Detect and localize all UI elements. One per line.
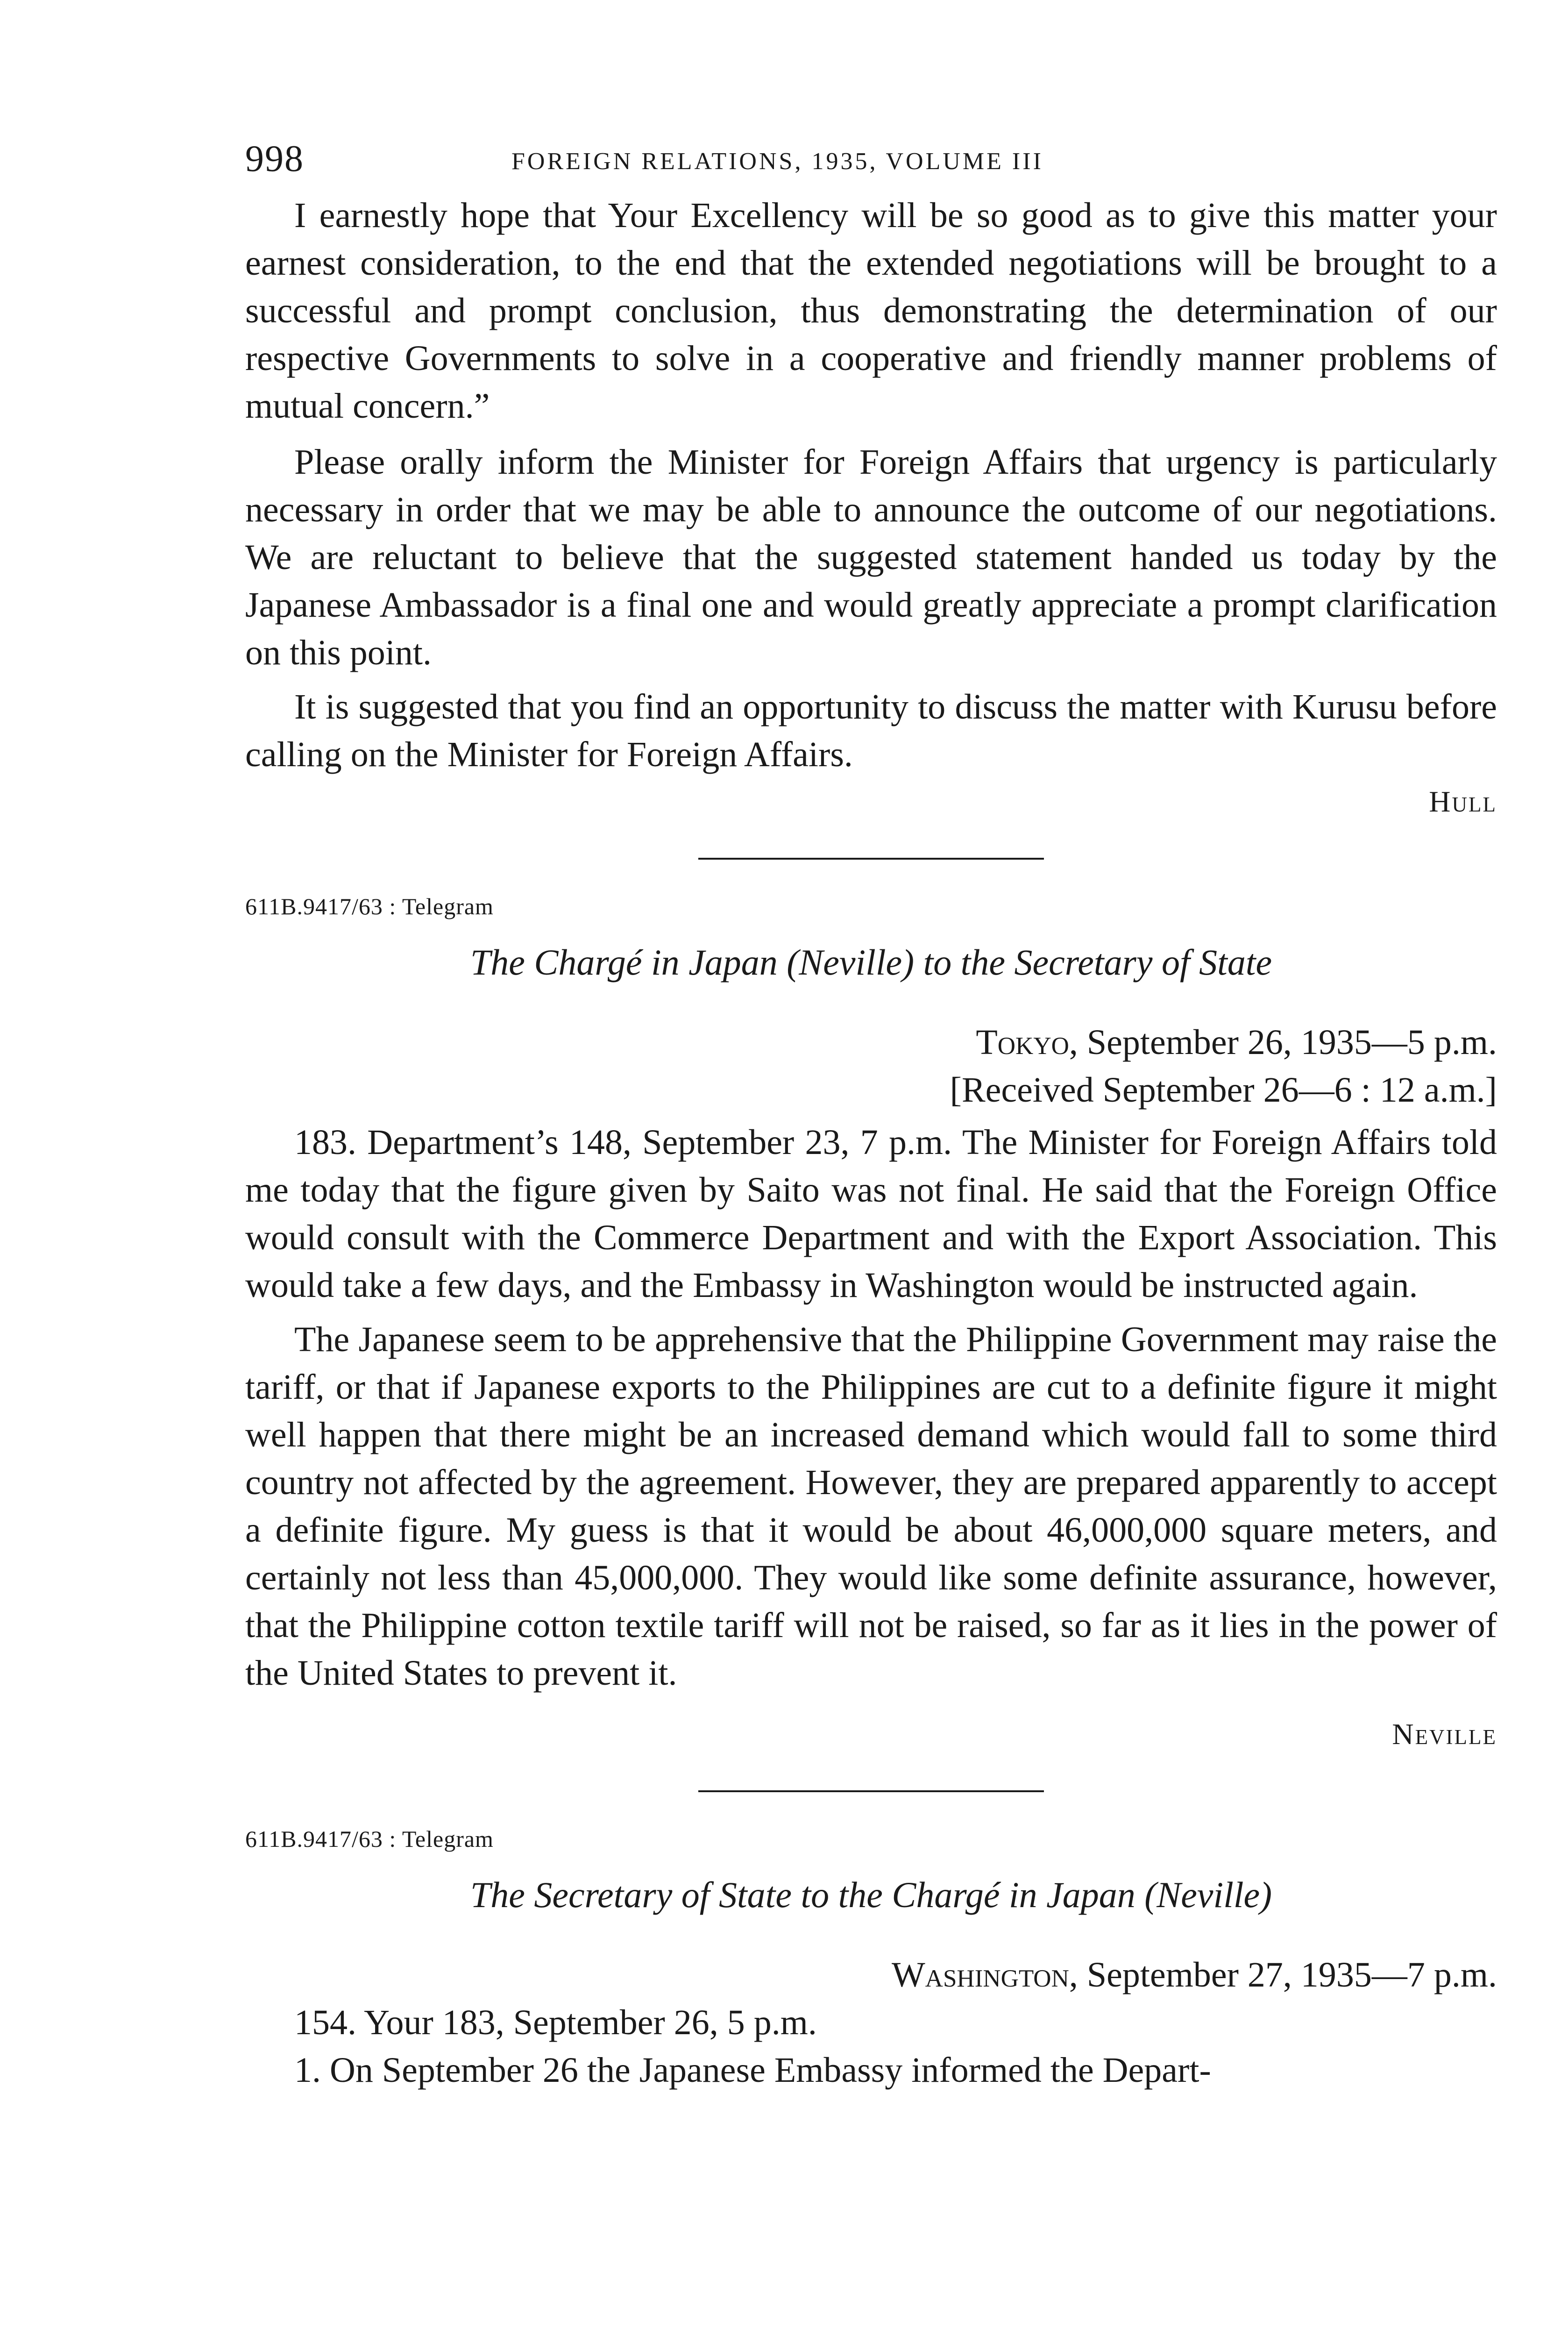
document-page (245, 140, 1497, 2094)
dateline (245, 1951, 1497, 1999)
signature-hull: Hull (1429, 785, 1497, 818)
dateline (245, 1018, 1497, 1066)
dateline-date: , September 26, 1935—5 p.m. (1069, 1023, 1497, 1062)
body-paragraph: The Japanese seem to be apprehensive that the Philippine Government may raise the tariff, or that if Japanese exports to the Philippines are cut to a definite figure it might well happen that there might be an increased demand which would fall to some third country not affected by the agreement. However, they are prepared apparently to accept a definite figure. My guess is that it would be about 46,000,000 square meters, and certainly not less than 45,000,000. They would like some definite assurance, however, that the Philippine cotton textile tariff will not be raised, so far as it lies in the power of the United States to prevent it. (245, 1320, 1497, 1693)
document-title: The Chargé in Japan (Neville) to the Secretary of State (470, 942, 1272, 983)
dateline-place: Washington (891, 1955, 1069, 1994)
body-paragraph: 1. On September 26 the Japanese Embassy informed the Depart- (294, 2051, 1211, 2090)
running-head: FOREIGN RELATIONS, 1935, VOLUME III (511, 148, 1043, 175)
document-reference: 611B.9417/63 : Telegram (245, 893, 494, 919)
page-header (245, 140, 1497, 192)
continuation-section (245, 192, 1497, 825)
dateline-place: Tokyo (976, 1023, 1069, 1062)
document-title: The Secretary of State to the Chargé in Japan (Neville) (470, 1874, 1272, 1915)
dateline-date: , September 27, 1935—7 p.m. (1069, 1955, 1497, 1994)
document-reference: 611B.9417/63 : Telegram (245, 1826, 494, 1852)
received-line: [Received September 26—6 : 12 a.m.] (950, 1070, 1497, 1110)
body-paragraph: Please orally inform the Minister for Foreign Affairs that urgency is particularly necessary in order that we may be able to announce the outcome of our negotiations. We are reluctant to believe that the suggested statement handed us today by the Japanese Ambassador is a final one and would greatly appreciate a prompt clarification on this point. (245, 442, 1497, 672)
telegram-section-1 (245, 892, 1497, 1758)
body-paragraph: It is suggested that you find an opportunity to discuss the matter with Kurusu before calling on the Minister for Foreign Affairs. (245, 687, 1497, 774)
body-paragraph: I earnestly hope that Your Excellency will be so good as to give this matter your earnest consideration, to the end that the extended negotiations will be brought to a successful and prompt conclusion, thus demonstrating the determination of our respective Governments to solve in a cooperative and friendly manner problems of mutual concern.” (245, 196, 1497, 426)
section-divider (698, 858, 1044, 860)
page-number: 998 (245, 138, 304, 179)
body-paragraph: 154. Your 183, September 26, 5 p.m. (294, 2003, 817, 2042)
signature-neville: Neville (1392, 1717, 1497, 1751)
telegram-section-2 (245, 1825, 1497, 2094)
body-paragraph: 183. Department’s 148, September 23, 7 p.m. The Minister for Foreign Affairs told me today that the figure given by Saito was not final. He said that the Foreign Office would consult with the Commerce Department and with the Export Association. This would take a few days, and the Embassy in Washington would be instructed again. (245, 1123, 1497, 1305)
section-divider (698, 1790, 1044, 1792)
